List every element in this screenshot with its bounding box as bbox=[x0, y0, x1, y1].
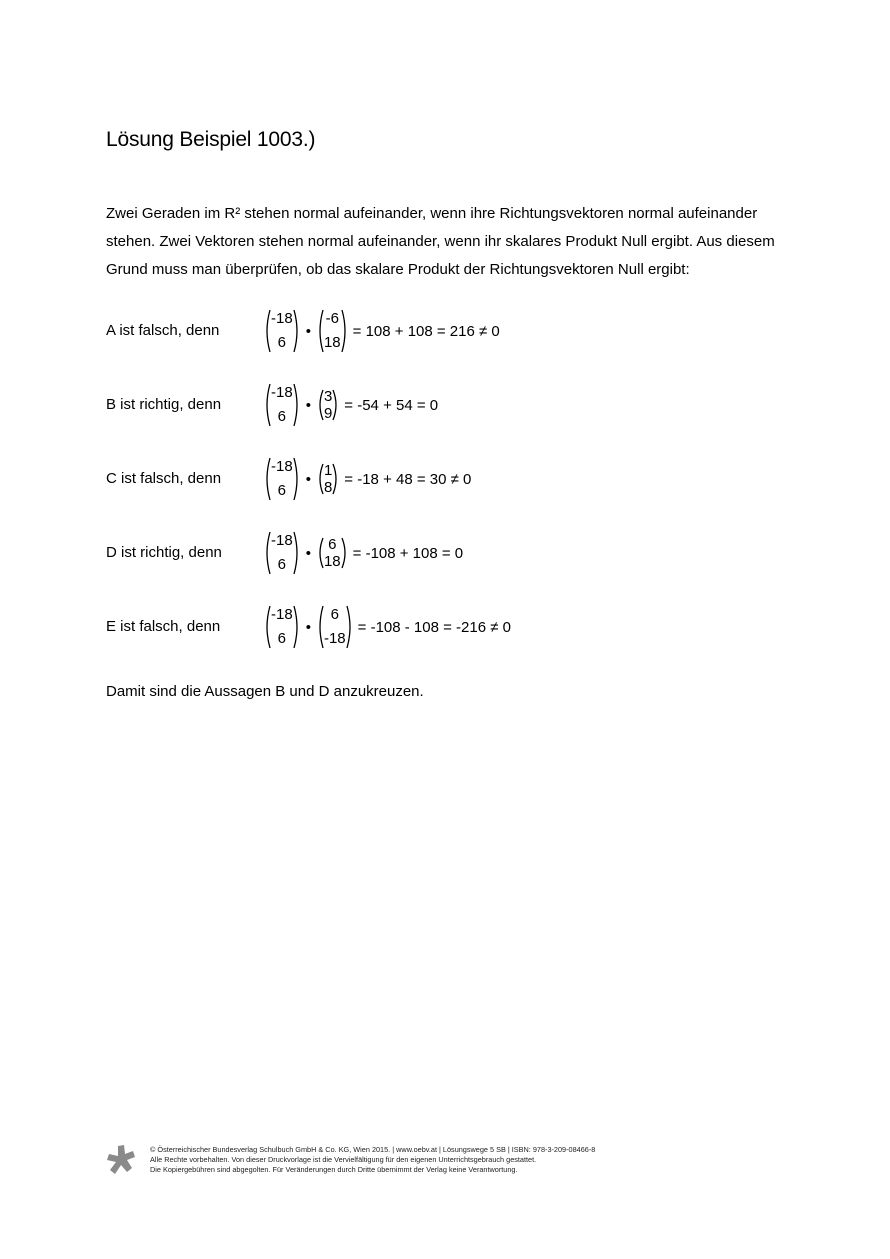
statement-row-e bbox=[106, 601, 826, 653]
copyright-line-1: © Österreichischer Bundesverlag Schulbuch GmbH & Co. KG, Wien 2015. | www.oebv.at | Lösungswege 5 SB | ISBN: 978-3-209-08466-8 bbox=[150, 1145, 596, 1154]
vector-component: 6 bbox=[277, 334, 287, 351]
result-equation: = 108 + 108 = 216 ≠ 0 bbox=[352, 322, 500, 340]
vector-component: -18 bbox=[271, 384, 293, 401]
vector-component: -18 bbox=[271, 606, 293, 623]
dot-product-expression bbox=[264, 379, 438, 431]
vector-component: 8 bbox=[323, 479, 333, 496]
statement-row-d bbox=[106, 527, 826, 579]
statement-row-c bbox=[106, 453, 826, 505]
dot-operator: • bbox=[305, 618, 311, 636]
statement-label: D ist richtig, denn bbox=[106, 544, 222, 561]
vector-1 bbox=[264, 382, 300, 428]
vector-1 bbox=[264, 308, 300, 354]
result-equation: = -18 + 48 = 30 ≠ 0 bbox=[344, 470, 472, 488]
dot-product-expression bbox=[264, 305, 500, 357]
oebv-logo-icon bbox=[106, 1144, 136, 1176]
right-paren-icon bbox=[293, 383, 300, 427]
left-paren-icon bbox=[317, 389, 324, 421]
conclusion-text: Damit sind die Aussagen B und D anzukreuzen. bbox=[106, 683, 424, 700]
vector-2 bbox=[317, 382, 339, 428]
vector-2 bbox=[317, 456, 339, 502]
vector-component: 6 bbox=[277, 630, 287, 647]
intro-line-2: stehen. Zwei Vektoren stehen normal aufeinander, wenn ihr skalares Produkt Null ergibt. Aus diesem bbox=[106, 233, 775, 250]
vector-component: 6 bbox=[277, 408, 287, 425]
footer bbox=[106, 1144, 806, 1184]
vector-component: 6 bbox=[328, 536, 337, 553]
left-paren-icon bbox=[317, 605, 324, 649]
statement-label: E ist falsch, denn bbox=[106, 618, 221, 635]
vector-component: 3 bbox=[323, 388, 333, 405]
dot-operator: • bbox=[305, 396, 311, 414]
vector-2 bbox=[317, 604, 353, 650]
vector-component: 1 bbox=[323, 462, 333, 479]
vector-component: 18 bbox=[323, 553, 341, 570]
left-paren-icon bbox=[264, 309, 271, 353]
right-paren-icon bbox=[293, 531, 300, 575]
copyright-line-2: Alle Rechte vorbehalten. Von dieser Druckvorlage ist die Vervielfältigung für den eigenen Unterrichtsgebrauch gestattet. bbox=[150, 1155, 537, 1164]
vector-component: 6 bbox=[277, 482, 287, 499]
vector-component: 18 bbox=[323, 334, 341, 351]
statement-row-b bbox=[106, 379, 826, 431]
left-paren-icon bbox=[317, 463, 324, 495]
dot-product-expression bbox=[264, 453, 471, 505]
result-equation: = -108 + 108 = 0 bbox=[352, 544, 464, 562]
right-paren-icon bbox=[293, 457, 300, 501]
vector-component: -18 bbox=[271, 458, 293, 475]
left-paren-icon bbox=[264, 531, 271, 575]
result-equation: = -108 - 108 = -216 ≠ 0 bbox=[357, 618, 511, 636]
right-paren-icon bbox=[332, 463, 339, 495]
right-paren-icon bbox=[341, 537, 348, 569]
dot-product-expression bbox=[264, 601, 511, 653]
result-equation: = -54 + 54 = 0 bbox=[344, 396, 439, 414]
intro-line-3: Grund muss man überprüfen, ob das skalare Produkt der Richtungsvektoren Null ergibt: bbox=[106, 261, 690, 278]
right-paren-icon bbox=[293, 309, 300, 353]
vector-component: 6 bbox=[330, 606, 339, 623]
left-paren-icon bbox=[264, 383, 271, 427]
dot-operator: • bbox=[305, 470, 311, 488]
left-paren-icon bbox=[317, 537, 324, 569]
vector-component: -6 bbox=[325, 310, 339, 327]
dot-operator: • bbox=[305, 322, 311, 340]
statement-row-a bbox=[106, 305, 826, 357]
right-paren-icon bbox=[293, 605, 300, 649]
dot-product-expression bbox=[264, 527, 463, 579]
vector-component: -18 bbox=[271, 532, 293, 549]
vector-component: 9 bbox=[323, 405, 333, 422]
left-paren-icon bbox=[264, 605, 271, 649]
vector-component: -18 bbox=[323, 630, 346, 647]
vector-2 bbox=[317, 530, 348, 576]
left-paren-icon bbox=[264, 457, 271, 501]
right-paren-icon bbox=[332, 389, 339, 421]
right-paren-icon bbox=[341, 309, 348, 353]
intro-line-1: Zwei Geraden im R² stehen normal aufeinander, wenn ihre Richtungsvektoren normal aufeinander bbox=[106, 205, 758, 222]
vector-1 bbox=[264, 604, 300, 650]
vector-1 bbox=[264, 530, 300, 576]
left-paren-icon bbox=[317, 309, 324, 353]
page-title: Lösung Beispiel 1003.) bbox=[106, 128, 316, 152]
vector-component: 6 bbox=[277, 556, 287, 573]
intro-paragraph bbox=[106, 200, 806, 284]
vector-component: -18 bbox=[271, 310, 293, 327]
vector-2 bbox=[317, 308, 348, 354]
statement-label: A ist falsch, denn bbox=[106, 322, 220, 339]
right-paren-icon bbox=[346, 605, 353, 649]
vector-1 bbox=[264, 456, 300, 502]
statement-label: B ist richtig, denn bbox=[106, 396, 222, 413]
copyright-line-3: Die Kopiergebühren sind abgegolten. Für Veränderungen durch Dritte übernimmt der Verlag keine Verantwortung. bbox=[150, 1165, 518, 1174]
copyright-notice bbox=[150, 1145, 595, 1175]
dot-operator: • bbox=[305, 544, 311, 562]
statement-label: C ist falsch, denn bbox=[106, 470, 222, 487]
